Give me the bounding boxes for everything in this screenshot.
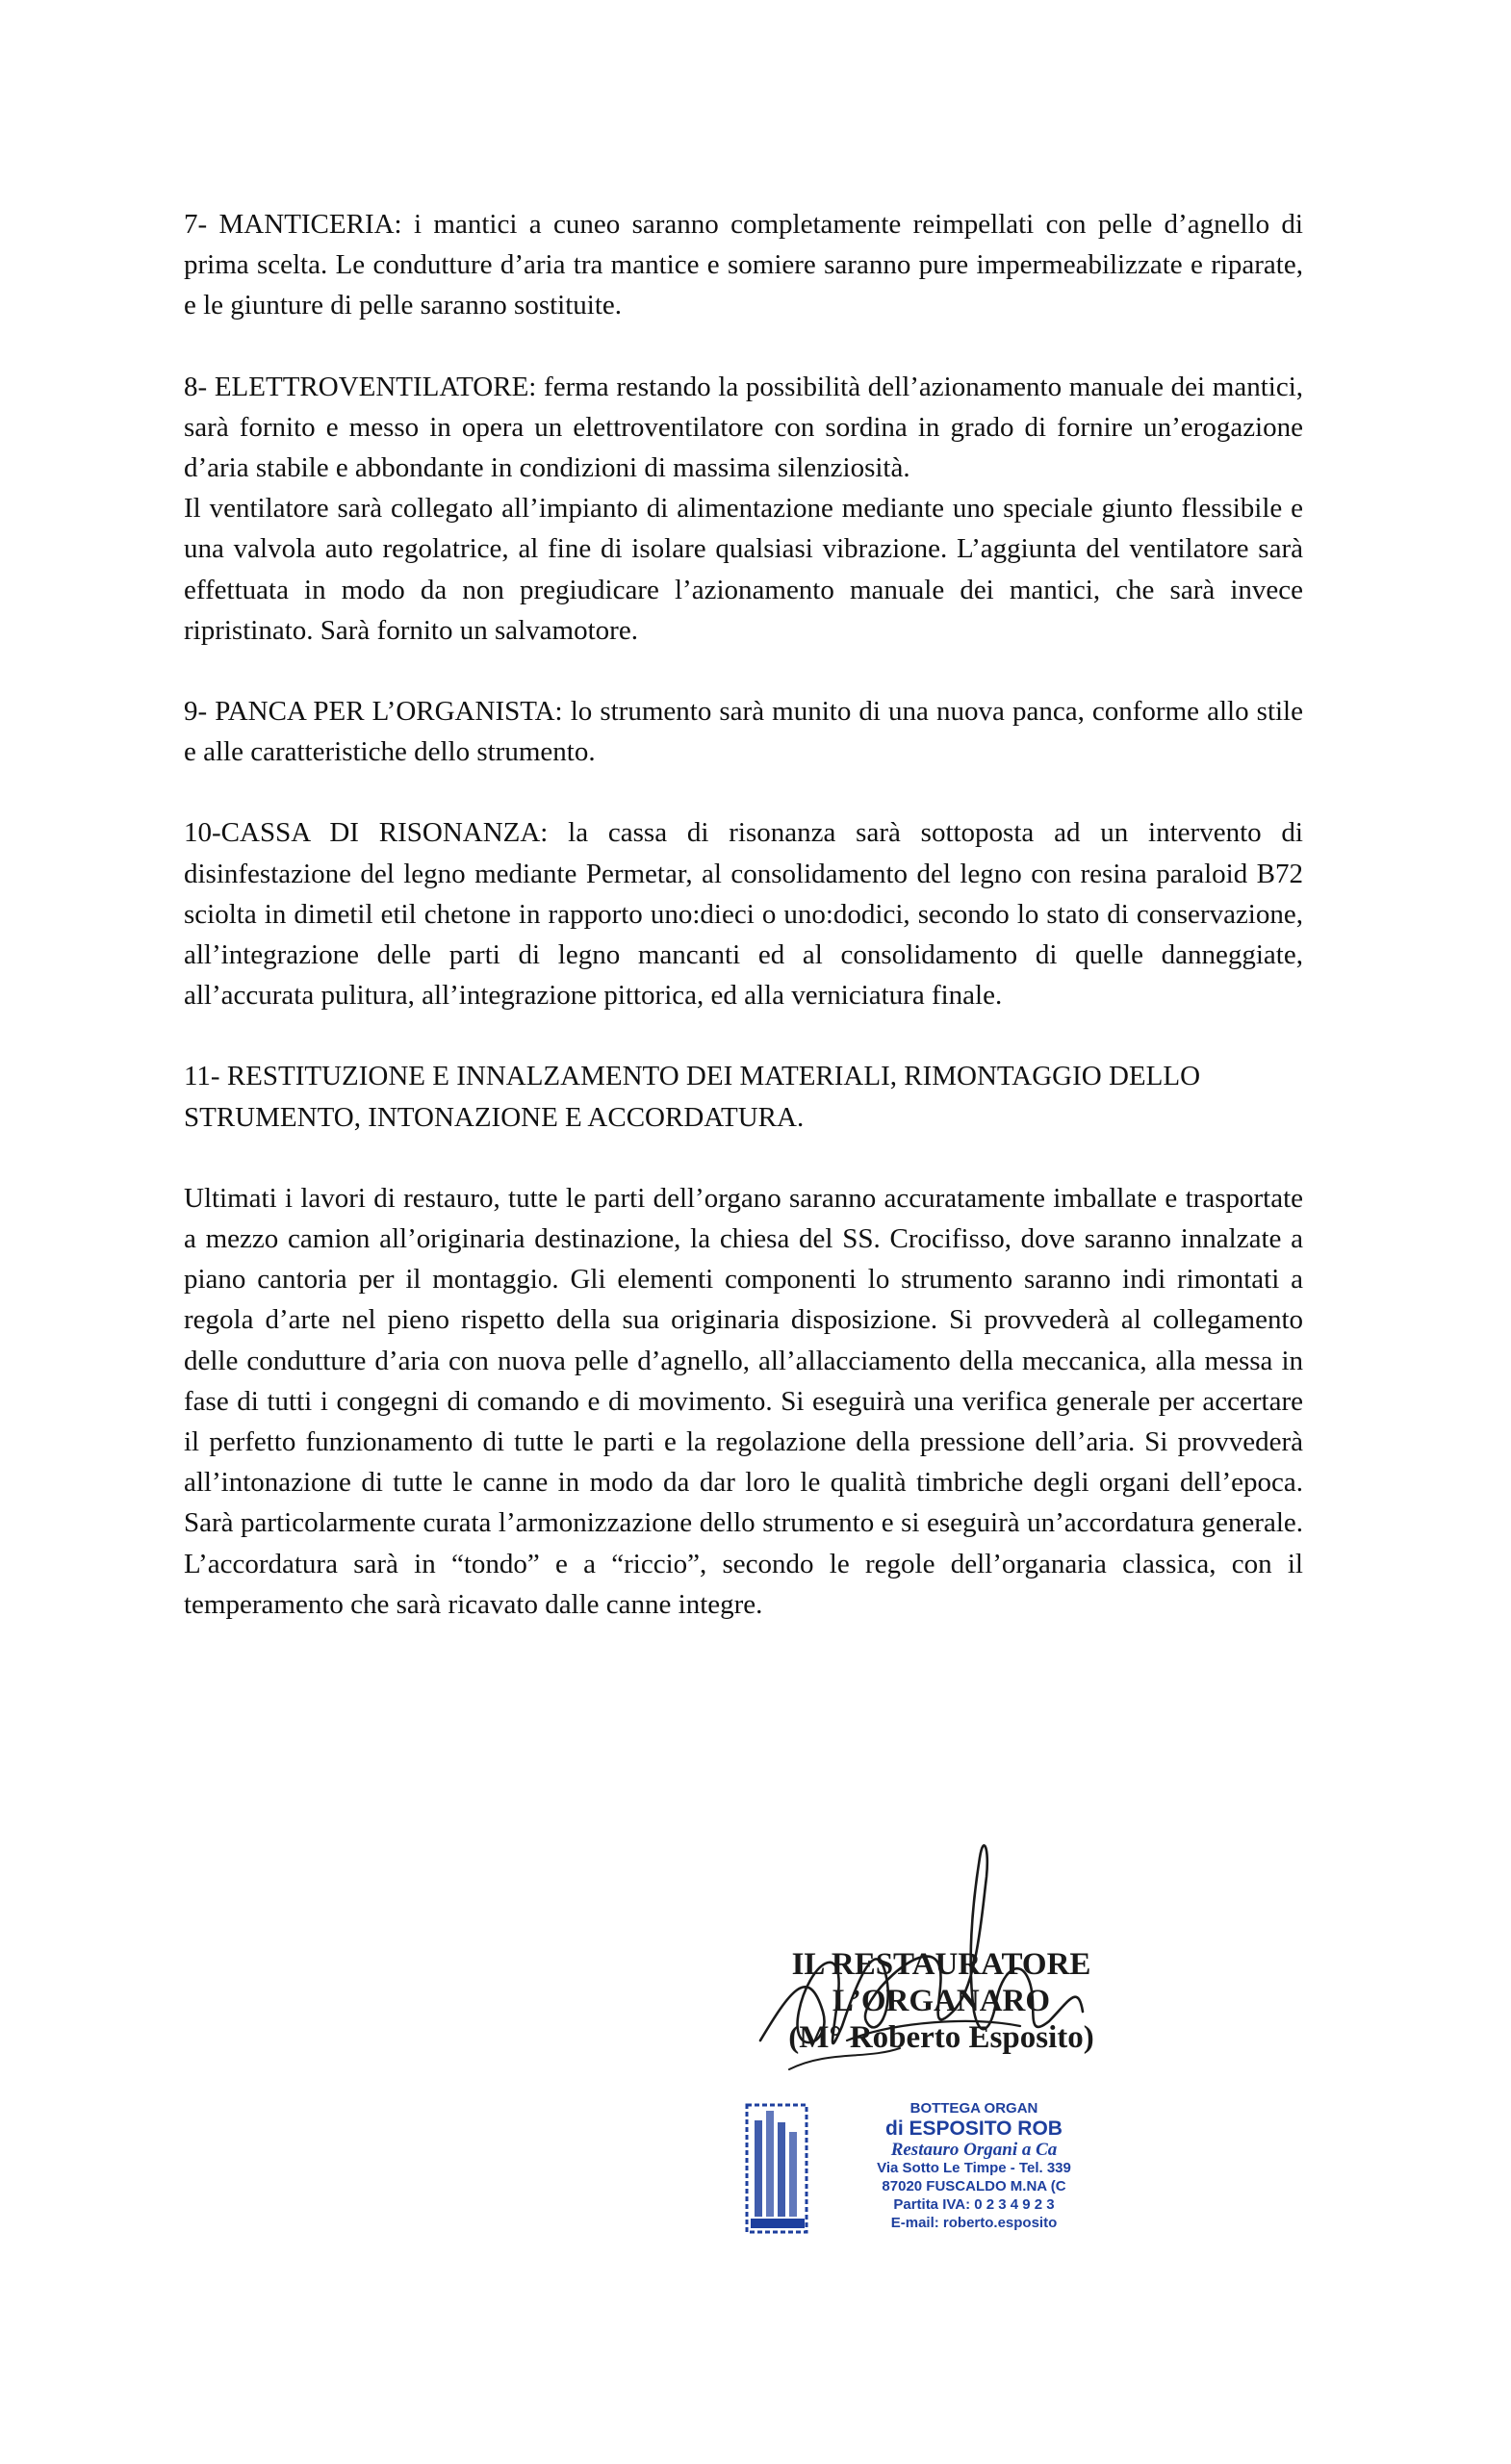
company-stamp [741, 2093, 1126, 2247]
stamp-line-owner: di ESPOSITO ROB [885, 2118, 1063, 2140]
stamp-line-vat: Partita IVA: 0 2 3 4 9 2 3 [893, 2196, 1055, 2213]
stamp-line-city: 87020 FUSCALDO M.NA (C [882, 2178, 1066, 2194]
signature-block [731, 1819, 1174, 2358]
signature-line-organaro: L’ORGANARO [832, 1984, 1051, 2018]
section-heading-restituzione: 11- RESTITUZIONE E INNALZAMENTO DEI MATERIALI, RIMONTAGGIO DELLO STRUMENTO, INTONAZIONE E ACCORDATURA. [184, 1061, 1201, 1133]
signature-line-restauratore: IL RESTAURATORE [791, 1947, 1091, 1982]
paragraph-manticeria: 7- MANTICERIA: i mantici a cuneo saranno completamente reimpellati con pelle d’agnello di prima scelta. Le condutture d’aria tra mantice e somiere saranno pure impermeabilizzate e riparate, e le giunture di pelle saranno sostituite. [184, 209, 1303, 321]
paragraph-ultimati-lavori: Ultimati i lavori di restauro, tutte le parti dell’organo saranno accuratamente imballate e trasportate a mezzo camion all’originaria destinazione, la chiesa del SS. Crocifisso, dove saranno innalzate a piano cantoria per il montaggio. Gli elementi componenti lo strumento saranno indi rimontati a regola d’arte nel pieno rispetto della sua originaria disposizione. Si provvederà al collegamento delle condutture d’aria con nuova pelle d’agnello, all’allacciamento della meccanica, alla messa in fase di tutti i congegni di comando e di movimento. Si eseguirà una verifica generale per accertare il perfetto funzionamento di tutte le parti e la regolazione della pressione dell’aria. Si provvederà all’intonazione di tutte le canne in modo da dar loro le qualità timbriche degli organi dell’epoca. Sarà particolarmente curata l’armonizzazione dello strumento e si eseguirà un’accordatura generale. L’accordatura sarà in “tondo” e a “riccio”, secondo le regole dell’organaria classica, con il temperamento che sarà ricavato dalle canne integre. [184, 1182, 1303, 1620]
paragraph-elettroventilatore: 8- ELETTROVENTILATORE: ferma restando la possibilità dell’azionamento manuale dei mantici, sarà fornito e messo in opera un elettroventilatore con sordina in grado di fornire un’erogazione d’aria stabile e abbondante in condizioni di massima silenziosità. [184, 371, 1303, 484]
stamp-organ-logo-icon [741, 2093, 818, 2238]
stamp-line-bottega: BOTTEGA ORGAN [909, 2100, 1038, 2117]
paragraph-ventilatore: Il ventilatore sarà collegato all’impianto di alimentazione mediante uno speciale giunto flessibile e una valvola auto regolatrice, al fine di isolare qualsiasi vibrazione. L’aggiunta del ventilatore sarà effettuata in modo da non pregiudicare l’azionamento manuale dei mantici, che sarà invece ripristinato. Sarà fornito un salvamotore. [184, 493, 1303, 646]
paragraph-cassa-risonanza: 10-CASSA DI RISONANZA: la cassa di risonanza sarà sottoposta ad un intervento di disinfestazione del legno mediante Permetar, al consolidamento del legno con resina paraloid B72 sciolta in dimetil etil chetone in rapporto uno:dieci o uno:dodici, secondo lo stato di conservazione, all’integrazione delle parti di legno mancanti ed al consolidamento di quelle danneggiate, all’accurata pulitura, all’integrazione pittorica, ed alla verniciatura finale. [184, 817, 1303, 1012]
paragraph-panca-organista: 9- PANCA PER L’ORGANISTA: lo strumento sarà munito di una nuova panca, conforme allo stile e alle caratteristiche dello strumento. [184, 696, 1303, 768]
stamp-line-address: Via Sotto Le Timpe - Tel. 339 [877, 2160, 1071, 2176]
stamp-text [820, 2099, 1128, 2232]
signature-line-name: (M° Roberto Esposito) [788, 2020, 1094, 2055]
stamp-line-activity: Restauro Organi a Ca [890, 2140, 1058, 2160]
document-body [184, 204, 1303, 1665]
stamp-line-email: E-mail: roberto.esposito [890, 2215, 1058, 2231]
handwritten-signature [731, 1819, 1174, 2108]
